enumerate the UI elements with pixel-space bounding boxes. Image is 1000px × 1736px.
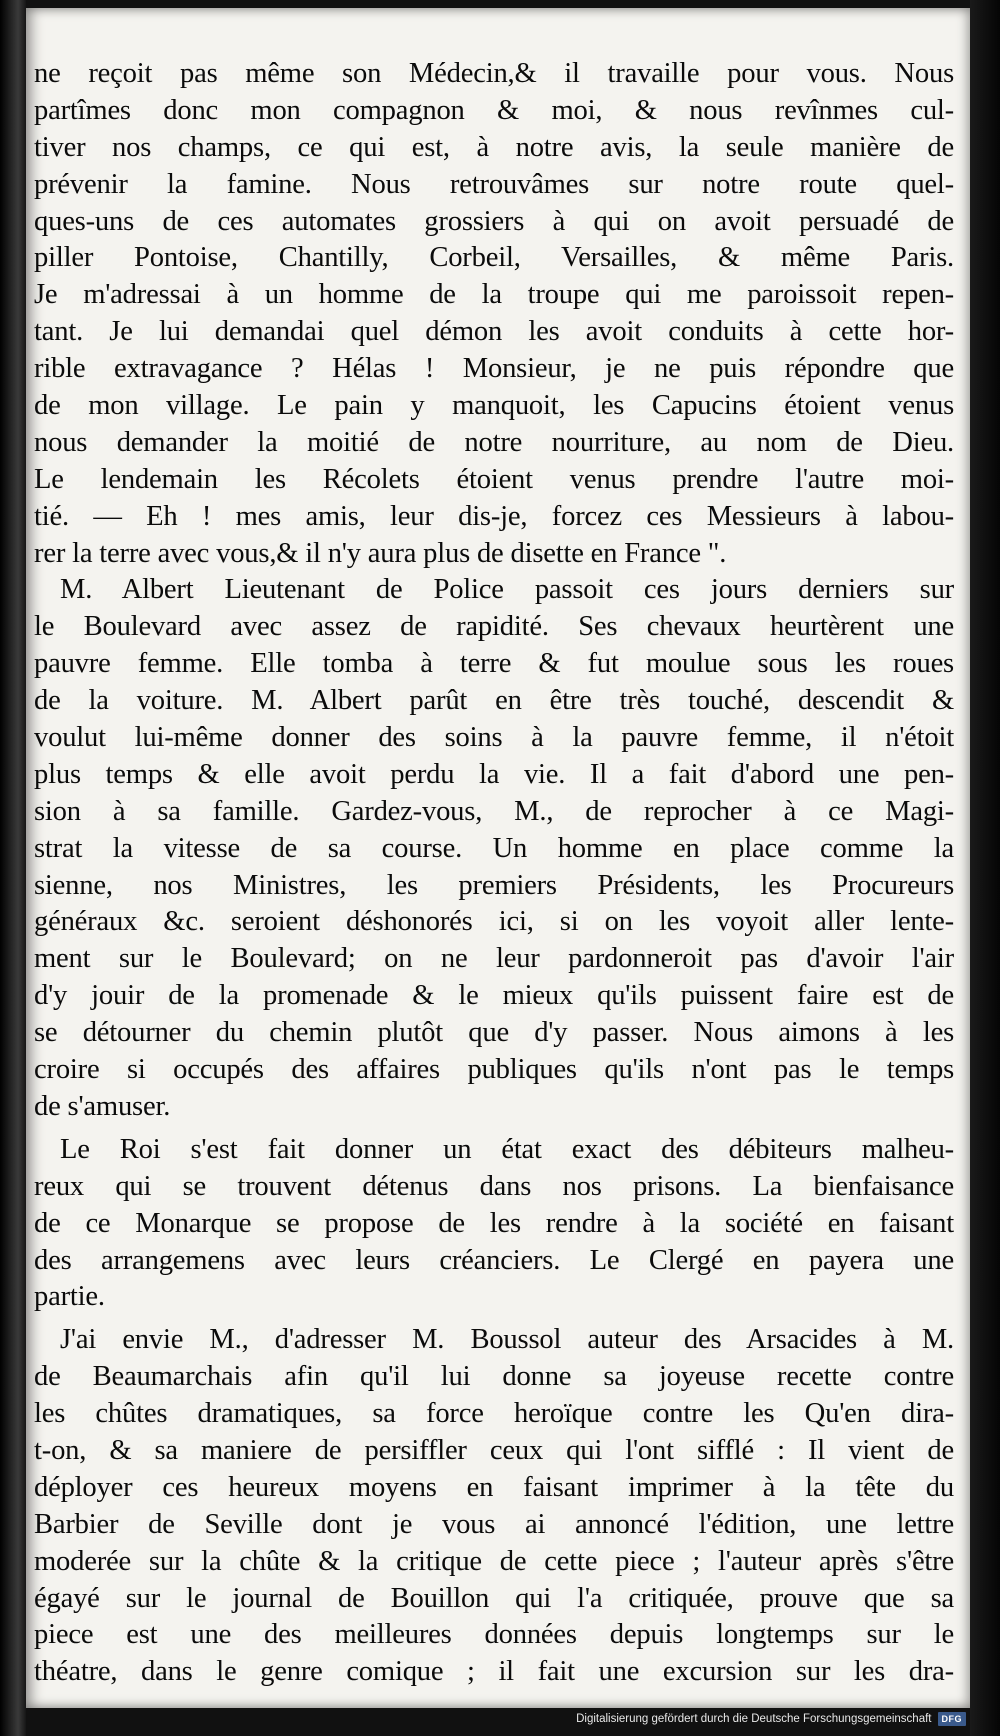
text-line: théatre, dans le genre comique ; il fait une excursion sur les dra- (34, 1656, 954, 1688)
text-line: pauvre femme. Elle tomba à terre & fut moulue sous les roues (34, 648, 954, 680)
text-line: reux qui se trouvent détenus dans nos prisons. La bienfaisance (34, 1170, 954, 1202)
text-line: tiver nos champs, ce qui est, à notre avis, la seule manière de (34, 131, 954, 163)
text-line: d'y jouir de la promenade & le mieux qu'ils puissent faire est de (34, 980, 954, 1012)
book-spine-shadow (0, 0, 26, 1736)
dfg-logo-icon: DFG (938, 1712, 967, 1726)
text-line: nous demander la moitié de notre nourriture, au nom de Dieu. (34, 426, 954, 458)
text-line: Barbier de Seville dont je vous ai annoncé l'édition, une lettre (34, 1508, 954, 1540)
text-line: rible extravagance ? Hélas ! Monsieur, je ne puis répondre que (34, 353, 954, 385)
text-line: piller Pontoise, Chantilly, Corbeil, Versailles, & même Paris. (34, 242, 954, 274)
text-line: de la voiture. M. Albert parût en être très touché, descendit & (34, 685, 954, 717)
text-line: égayé sur le journal de Bouillon qui l'a critiquée, prouve que sa (34, 1582, 954, 1614)
digitization-credit (576, 1708, 966, 1730)
text-line: le Boulevard avec assez de rapidité. Ses chevaux heurtèrent une (34, 611, 954, 643)
text-line: ment sur le Boulevard; on ne leur pardonneroit pas d'avoir l'air (34, 943, 954, 975)
text-line: piece est une des meilleures données depuis longtemps sur le (34, 1619, 954, 1651)
text-line: voulut lui-même donner des soins à la pauvre femme, il n'étoit (34, 722, 954, 754)
paragraph-start-line: Le Roi s'est fait donner un état exact des débiteurs malheu- (60, 1133, 954, 1165)
text-line: partîmes donc mon compagnon & moi, & nous revînmes cul- (34, 94, 954, 126)
text-line: ques-uns de ces automates grossiers à qui on avoit persuadé de (34, 205, 954, 237)
text-line: sienne, nos Ministres, les premiers Présidents, les Procureurs (34, 869, 954, 901)
text-line: tié. — Eh ! mes amis, leur dis-je, forcez ces Messieurs à labou- (34, 500, 954, 532)
text-line: t-on, & sa maniere de persiffler ceux qui l'ont sifflé : Il vient de (34, 1434, 954, 1466)
text-line: sion à sa famille. Gardez-vous, M., de reprocher à ce Magi- (34, 795, 954, 827)
text-line: de s'amuser. (34, 1090, 171, 1122)
text-line: prévenir la famine. Nous retrouvâmes sur notre route quel- (34, 168, 954, 200)
text-line: croire si occupés des affaires publiques qu'ils n'ont pas le temps (34, 1054, 954, 1086)
text-line: des arrangemens avec leurs créanciers. Le Clergé en payera une (34, 1244, 954, 1276)
text-line: de mon village. Le pain y manquoit, les Capucins étoient venus (34, 390, 954, 422)
page-edge-shadow (970, 0, 1000, 1736)
credit-text: Digitalisierung gefördert durch die Deutsche Forschungsgemeinschaft (576, 1713, 932, 1725)
paragraph-start-line: J'ai envie M., d'adresser M. Boussol auteur des Arsacides à M. (60, 1324, 954, 1356)
text-line: se détourner du chemin plutôt que d'y passer. Nous aimons à les (34, 1017, 954, 1049)
text-line: ne reçoit pas même son Médecin,& il travaille pour vous. Nous (34, 58, 954, 89)
text-line: Le lendemain les Récolets étoient venus prendre l'autre moi- (34, 463, 954, 495)
text-line: les chûtes dramatiques, sa force heroïque contre les Qu'en dira- (34, 1398, 954, 1430)
text-line: strat la vitesse de sa course. Un homme en place comme la (34, 832, 954, 864)
text-line: plus temps & elle avoit perdu la vie. Il a fait d'abord une pen- (34, 758, 954, 790)
text-line: de Beaumarchais afin qu'il lui donne sa joyeuse recette contre (34, 1361, 954, 1393)
text-line: Je m'adressai à un homme de la troupe qui me paroissoit repen- (34, 279, 954, 311)
text-line: tant. Je lui demandai quel démon les avoit conduits à cette hor- (34, 316, 954, 348)
book-page (26, 8, 970, 1708)
text-line: rer la terre avec vous,& il n'y aura plus de disette en France ". (34, 537, 727, 569)
text-line: généraux &c. seroient déshonorés ici, si on les voyoit aller lente- (34, 906, 954, 938)
text-line: moderée sur la chûte & la critique de cette piece ; l'auteur après s'être (34, 1545, 954, 1577)
text-line: déployer ces heureux moyens en faisant imprimer à la tête du (34, 1471, 954, 1503)
paragraph-start-line: M. Albert Lieutenant de Police passoit ces jours derniers sur (60, 574, 954, 606)
text-line: partie. (34, 1281, 105, 1313)
text-line: de ce Monarque se propose de les rendre à la société en faisant (34, 1207, 954, 1239)
page-text (34, 56, 954, 1691)
